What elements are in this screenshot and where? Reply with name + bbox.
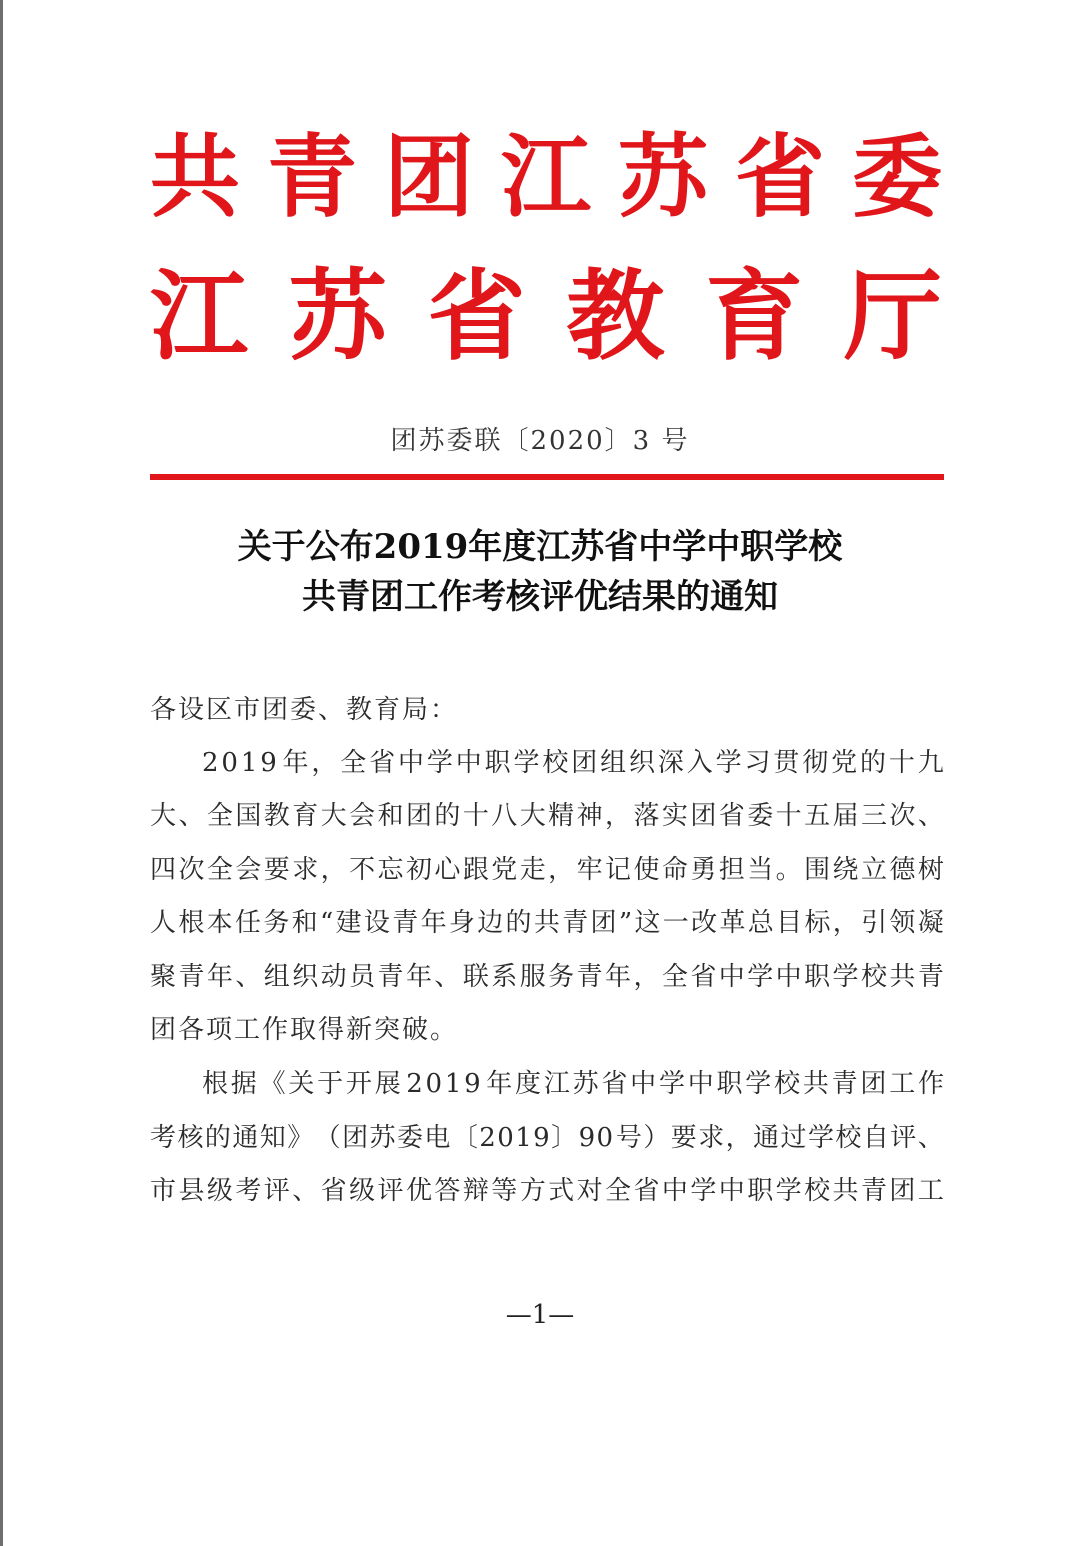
- issuer-character: 委: [852, 124, 942, 230]
- issuer-character: 教: [566, 259, 665, 374]
- issuer-line-2: [150, 259, 942, 374]
- body-line: 四 次 全 会 要 求 ， 不 忘 初 心 跟 党 走 ， 牢 记 使 命 勇 担 当 。 围 绕 立 德 树: [150, 855, 944, 885]
- body-line: 人 根 本 任 务 和 “ 建 设 青 年 身 边 的 共 青 团 ” 这 一 改 革 总 目 标 ， 引 领 凝: [150, 908, 944, 938]
- issuer-character: 苏: [288, 259, 387, 374]
- body-line: 聚 青 年 、 组 织 动 员 青 年 、 联 系 服 务 青 年 ， 全 省 中 学 中 职 学 校 共 青: [150, 962, 944, 992]
- body-line: 团各项工作取得新突破。: [150, 1015, 459, 1045]
- issuer-character: 共: [150, 124, 240, 230]
- issuer-character: 苏: [618, 124, 708, 230]
- issuer-character: 厅: [843, 259, 942, 374]
- body-line: 2 0 1 9 年 ， 全 省 中 学 中 职 学 校 团 组 织 深 入 学 习 贯 彻 党 的 十 九: [202, 748, 944, 778]
- body-line: 根 据 《 关 于 开 展 2 0 1 9 年 度 江 苏 省 中 学 中 职 学 校 共 青 团 工 作: [202, 1069, 944, 1099]
- issuer-character: 省: [735, 124, 825, 230]
- body-line: 市 县 级 考 评 、 省 级 评 优 答 辩 等 方 式 对 全 省 中 学 中 职 学 校 共 青 团 工: [150, 1176, 944, 1206]
- issuer-character: 省: [427, 259, 526, 374]
- salutation: 各设区市团委、教育局：: [150, 695, 459, 725]
- issuer-character: 育: [705, 259, 804, 374]
- page-number: —1—: [505, 1300, 575, 1330]
- body-line: 大 、 全 国 教 育 大 会 和 团 的 十 八 大 精 神 ， 落 实 团 省 委 十 五 届 三 次 、: [150, 801, 944, 831]
- issuer-character: 团: [384, 124, 474, 230]
- issuer-line-1: [150, 124, 942, 230]
- red-divider-line: [150, 474, 944, 480]
- issuer-character: 江: [501, 124, 591, 230]
- document-title-line-1: 关于公布2019年度江苏省中学中职学校: [237, 527, 843, 567]
- issuer-character: 江: [150, 259, 249, 374]
- document-number: 团苏委联〔2020〕3 号: [390, 426, 690, 456]
- issuer-character: 青: [267, 124, 357, 230]
- document-title-line-2: 共青团工作考核评优结果的通知: [302, 577, 778, 617]
- body-line: 考 核 的 通 知 》 （ 团 苏 委 电 〔 2 0 1 9 〕 9 0 号 ） 要 求 ， 通 过 学 校 自 评 、: [150, 1123, 944, 1153]
